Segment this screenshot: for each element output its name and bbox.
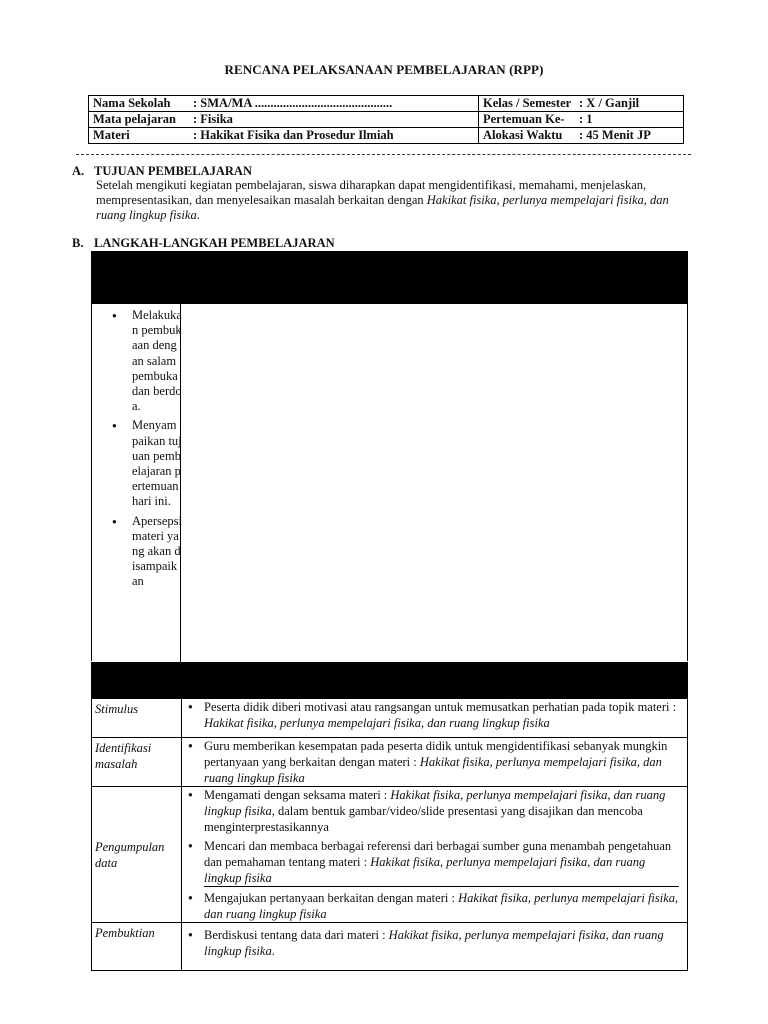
meeting-value: : 1 [579, 112, 593, 126]
list-item [204, 787, 683, 835]
core-activity-header-bar [91, 662, 688, 698]
discussion-text: Berdiskusi tentang data dari materi : [204, 928, 389, 942]
list-item: ● Melakukan pembukaan dengan salam pembuka dan berdoa. [112, 308, 182, 414]
document-title: RENCANA PELAKSANAAN PEMBELAJARAN (RPP) [224, 62, 544, 77]
introduction-list [112, 308, 182, 594]
school-info-table [88, 95, 684, 144]
subject-value: : Fisika [193, 112, 233, 126]
data-collection-label: Pengumpulan data [92, 787, 182, 923]
stimulus-content [182, 699, 688, 738]
section-b-heading [72, 236, 335, 251]
question-topic: Hakikat fisika, perlunya mempelajari fisika, dan ruang lingkup fisika [204, 891, 679, 921]
meeting-label: Pertemuan Ke- [483, 112, 565, 126]
list-item: ● Menyampaikan tujuan pembelajaran pertemuan hari ini. [112, 418, 182, 509]
list-item [204, 738, 683, 786]
stimulus-label: Stimulus [92, 699, 182, 738]
dashed-divider [76, 154, 691, 155]
meeting-cell [479, 112, 684, 128]
topic-label: Materi [93, 128, 130, 142]
data-collection-content [182, 787, 688, 923]
identification-text: Guru memberikan kesempatan pada peserta didik untuk mengidentifikasi sebanyak mungkin pertanyaan yang berkaitan dengan materi : [204, 739, 668, 769]
verification-content [182, 923, 688, 971]
observe-text: Mengamati dengan seksama materi : [204, 788, 391, 802]
observe-rest: , dalam bentuk gambar/video/slide presentasi yang disajikan dan mencoba menginterprestasikannya [204, 804, 643, 834]
list-item [204, 890, 683, 922]
objectives-end: . [196, 208, 200, 222]
section-b-title: LANGKAH-LANGKAH PEMBELAJARAN [94, 236, 335, 250]
section-b-letter: B. [72, 236, 84, 250]
topic-cell [89, 128, 479, 144]
list-item [204, 838, 679, 887]
objectives-italic: Hakikat fisika, perlunya mempelajari fisika, dan ruang lingkup fisika [96, 193, 669, 222]
school-name-cell [89, 96, 479, 112]
reference-text: Mencari dan membaca berbagai referensi dari berbagai sumber guna menambah pengetahuan dan pemahaman tentang materi : [204, 839, 672, 869]
stimulus-text: Peserta didik diberi motivasi atau rangsangan untuk memusatkan perhatian pada topik materi : [204, 700, 677, 714]
list-item [204, 927, 683, 959]
school-name-value: : SMA/MA ............................................ [193, 96, 393, 110]
stimulus-topic: Hakikat fisika, perlunya mempelajari fisika, dan ruang lingkup fisika [204, 716, 550, 730]
list-item: ● Apersepsi materi yang akan disampaikan [112, 514, 182, 590]
question-text: Mengajukan pertanyaan berkaitan dengan materi : [204, 891, 459, 905]
class-semester-cell [479, 96, 684, 112]
time-allocation-cell [479, 128, 684, 144]
list-item [204, 699, 683, 731]
learning-objectives-text [96, 178, 686, 223]
objectives-body: Setelah mengikuti kegiatan pembelajaran, siswa diharapkan dapat mengidentifikasi, memahami, menjelaskan, mempresentasikan, dan menyelesaikan masalah berkaitan dengan [96, 178, 647, 207]
table-header-bar [91, 251, 688, 304]
subject-cell [89, 112, 479, 128]
topic-value: : Hakikat Fisika dan Prosedur Ilmiah [193, 128, 394, 142]
verification-label: Pembuktian [92, 923, 182, 971]
class-semester-label: Kelas / Semester [483, 96, 572, 110]
time-allocation-label: Alokasi Waktu [483, 128, 563, 142]
problem-identification-content [182, 738, 688, 787]
problem-identification-label: Identifikasi masalah [92, 738, 182, 787]
section-a-letter: A. [72, 164, 85, 178]
reference-topic: Hakikat fisika, perlunya mempelajari fisika, dan ruang lingkup fisika [204, 855, 646, 885]
learning-steps-table [91, 698, 688, 971]
discussion-topic: Hakikat fisika, perlunya mempelajari fisika, dan ruang lingkup fisika [204, 928, 664, 958]
class-semester-value: : X / Ganjil [579, 96, 640, 110]
subject-label: Mata pelajaran [93, 112, 176, 126]
time-allocation-value: : 45 Menit JP [579, 128, 651, 142]
identification-topic: Hakikat fisika, perlunya mempelajari fisika, dan ruang lingkup fisika [204, 755, 662, 785]
observe-topic: Hakikat fisika, perlunya mempelajari fisika, dan ruang lingkup fisika [204, 788, 666, 818]
section-a-title: TUJUAN PEMBELAJARAN [94, 164, 252, 178]
discussion-end: . [271, 944, 275, 958]
section-a-heading [72, 164, 252, 179]
school-name-label: Nama Sekolah [93, 96, 171, 110]
